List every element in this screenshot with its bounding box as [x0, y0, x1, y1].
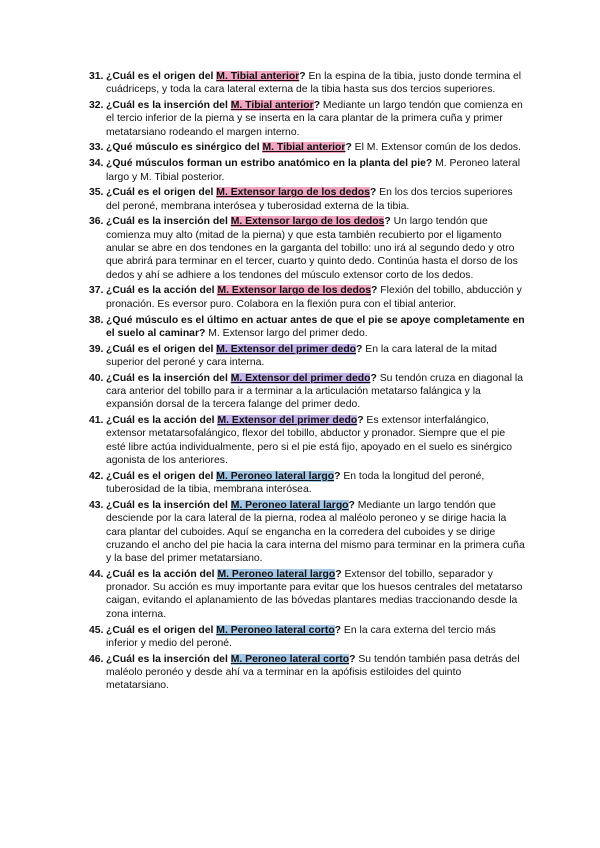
question-text: ¿Cuál es la acción del [106, 285, 218, 297]
answer-text: En los dos tercios superiores del peroné, membrana interósea y tuberosidad externa de la tibia. [106, 187, 513, 212]
question-number: 34. [89, 158, 104, 170]
answer-text: Mediante un largo tendón que desciende por la cara lateral de la pierna, rodea al maléolo peroneo y se dirige hacia la cara plantar del cuboides. Aquí se engancha en la corredera del cuboides y se dirige cruzando el ancho del pie hacia la cara interna del mismo para terminar en la primera cuña y la base del primer metatarsiano. [106, 499, 525, 565]
answer-text: En la espina de la tibia, justo donde termina el cuádriceps, y toda la cara lateral externa de la tibia hasta sus dos tercios superiores. [106, 71, 522, 96]
answer-text: Un largo tendón que comienza muy alto (mitad de la pierna) y que esta también recubierto por el ligamento anular se abre en dos tendones en la garganta del tobillo: uno irá al segundo dedo y otro que abrirá para terminar en el tercer, cuarto y quinto dedo. Continúa hasta el dorso de los dedos y ahí se adhiere a los tendones del músculo extensor corto de los dedos. [106, 216, 518, 281]
question-number: 40. [89, 372, 104, 384]
question-mark: ? [334, 470, 341, 482]
question-item [80, 499, 525, 565]
highlighted-muscle-name: M. Extensor largo de los dedos [230, 216, 385, 228]
answer-text: Extensor del tobillo, separador y pronador. Su acción es muy importante para evitar que los huesos centrales del metatarso caigan, evitando el aplanamiento de las bóvedas plantares medias traccionando desde la zona interna. [106, 568, 523, 620]
question-number: 31. [89, 71, 104, 82]
question-number: 39. [89, 343, 104, 355]
question-text: ¿Cuál es la inserción del [106, 499, 231, 511]
question-item [80, 99, 525, 139]
question-number: 33. [89, 142, 104, 154]
answer-text: Es extensor interfalángico, extensor metatarsofalángico, flexor del tobillo, abductor y pronador. Siempre que el pie esté libre actúa individualmente, pero si el pie está fijo, apoyado en el suelo es sinérgico agonista de los anteriores. [106, 415, 513, 467]
question-mark: ? [345, 142, 352, 154]
highlighted-muscle-name: M. Peroneo lateral corto [216, 624, 335, 636]
answer-text: Flexión del tobillo, abducción y pronación. Es eversor puro. Colabora en la flexión pura con el tibial anterior. [106, 285, 522, 310]
question-number: 45. [89, 624, 104, 636]
answer-text: Su tendón también pasa detrás del maléolo peronéo y desde ahí va a terminar en la apófisis estiloides del quinto metatarsiano. [106, 653, 520, 692]
question-mark: ? [371, 285, 378, 297]
highlighted-muscle-name: M. Tibial anterior [230, 100, 314, 112]
question-text: ¿Cuál es la acción del [106, 568, 218, 580]
question-text: ¿Cuál es el origen del [106, 187, 217, 199]
highlighted-muscle-name: M. Extensor del primer dedo [230, 372, 371, 384]
question-text: ¿Cuál es el origen del [106, 470, 217, 482]
highlighted-muscle-name: M. Extensor del primer dedo [217, 415, 358, 427]
highlighted-muscle-name: M. Extensor del primer dedo [216, 343, 357, 355]
highlighted-muscle-name: M. Peroneo lateral corto [230, 653, 350, 665]
highlighted-muscle-name: M. Peroneo lateral largo [216, 470, 335, 482]
answer-text: Mediante un largo tendón que comienza en el tercio inferior de la pierna y se inserta en la cara plantar de la primera cuña y primer metatarsiano rodeando el margen interno. [106, 100, 523, 138]
question-number: 43. [89, 499, 104, 511]
question-number: 46. [89, 653, 104, 665]
question-text: ¿Cuál es la acción del [106, 415, 218, 427]
question-item [80, 284, 525, 311]
question-text: ¿Cuál es la inserción del [106, 100, 231, 112]
question-text: ¿Qué músculos forman un estribo anatómico en la planta del pie? [106, 158, 433, 170]
highlighted-muscle-name: M. Tibial anterior [262, 142, 346, 154]
question-text: ¿Cuál es la inserción del [106, 216, 231, 228]
question-mark: ? [349, 653, 356, 665]
answer-text: En la cara lateral de la mitad superior del peroné y cara interna. [106, 343, 497, 368]
question-mark: ? [348, 499, 355, 511]
question-number: 42. [89, 470, 104, 482]
question-text: ¿Cuál es el origen del [106, 343, 217, 355]
question-list [80, 70, 525, 695]
question-number: 32. [89, 100, 104, 112]
highlighted-muscle-name: M. Peroneo lateral largo [230, 499, 349, 511]
answer-text: En toda la longitud del peroné, tuberosidad de la tibia, membrana interósea. [106, 470, 485, 496]
question-item [80, 343, 525, 370]
highlighted-muscle-name: M. Tibial anterior [216, 71, 300, 82]
question-item [80, 215, 525, 281]
question-item [80, 157, 525, 184]
answer-text: El M. Extensor común de los dedos. [351, 142, 522, 154]
question-item [80, 372, 525, 412]
question-mark: ? [357, 415, 364, 427]
question-number: 41. [89, 415, 104, 427]
question-item [80, 653, 525, 693]
question-mark: ? [356, 343, 363, 355]
question-item [80, 70, 525, 97]
answer-text: En la cara externa del tercio más inferior y medio del peroné. [106, 624, 496, 649]
highlighted-muscle-name: M. Extensor largo de los dedos [216, 187, 370, 199]
question-item [80, 414, 525, 467]
question-mark: ? [335, 568, 342, 580]
question-text: ¿Cuál es el origen del [106, 71, 217, 82]
question-mark: ? [369, 187, 377, 199]
answer-text: M. Extensor largo del primer dedo. [205, 327, 368, 339]
question-mark: ? [299, 71, 306, 82]
question-item [80, 314, 525, 341]
question-item [80, 141, 525, 154]
question-mark: ? [370, 372, 377, 384]
question-text: ¿Cuál es la inserción del [106, 653, 231, 665]
question-item [80, 624, 525, 651]
question-mark: ? [384, 216, 391, 228]
question-text: ¿Qué músculo es el último en actuar antes de que el pie se apoye completamente en el suelo al caminar? [106, 314, 525, 339]
question-number: 35. [89, 187, 104, 199]
question-item [80, 470, 525, 497]
question-text: ¿Cuál es la inserción del [106, 372, 231, 384]
question-text: ¿Qué músculo es sinérgico del [106, 142, 263, 154]
question-number: 37. [89, 285, 104, 297]
question-mark: ? [334, 624, 342, 636]
question-item [80, 186, 525, 213]
highlighted-muscle-name: M. Peroneo lateral largo [217, 568, 336, 580]
question-item [80, 568, 525, 621]
question-mark: ? [313, 100, 321, 112]
answer-text: M. Peroneo lateral largo y M. Tibial posterior. [106, 158, 521, 183]
question-number: 44. [89, 568, 104, 580]
question-text: ¿Cuál es el origen del [106, 624, 217, 636]
question-number: 36. [89, 216, 104, 228]
question-number: 38. [89, 314, 104, 326]
answer-text: Su tendón cruza en diagonal la cara anterior del tobillo para ir a terminar a la articulación metatarso falángica y la expansión dorsal de la tercera falange del primer dedo. [106, 372, 523, 411]
highlighted-muscle-name: M. Extensor largo de los dedos [217, 285, 372, 297]
